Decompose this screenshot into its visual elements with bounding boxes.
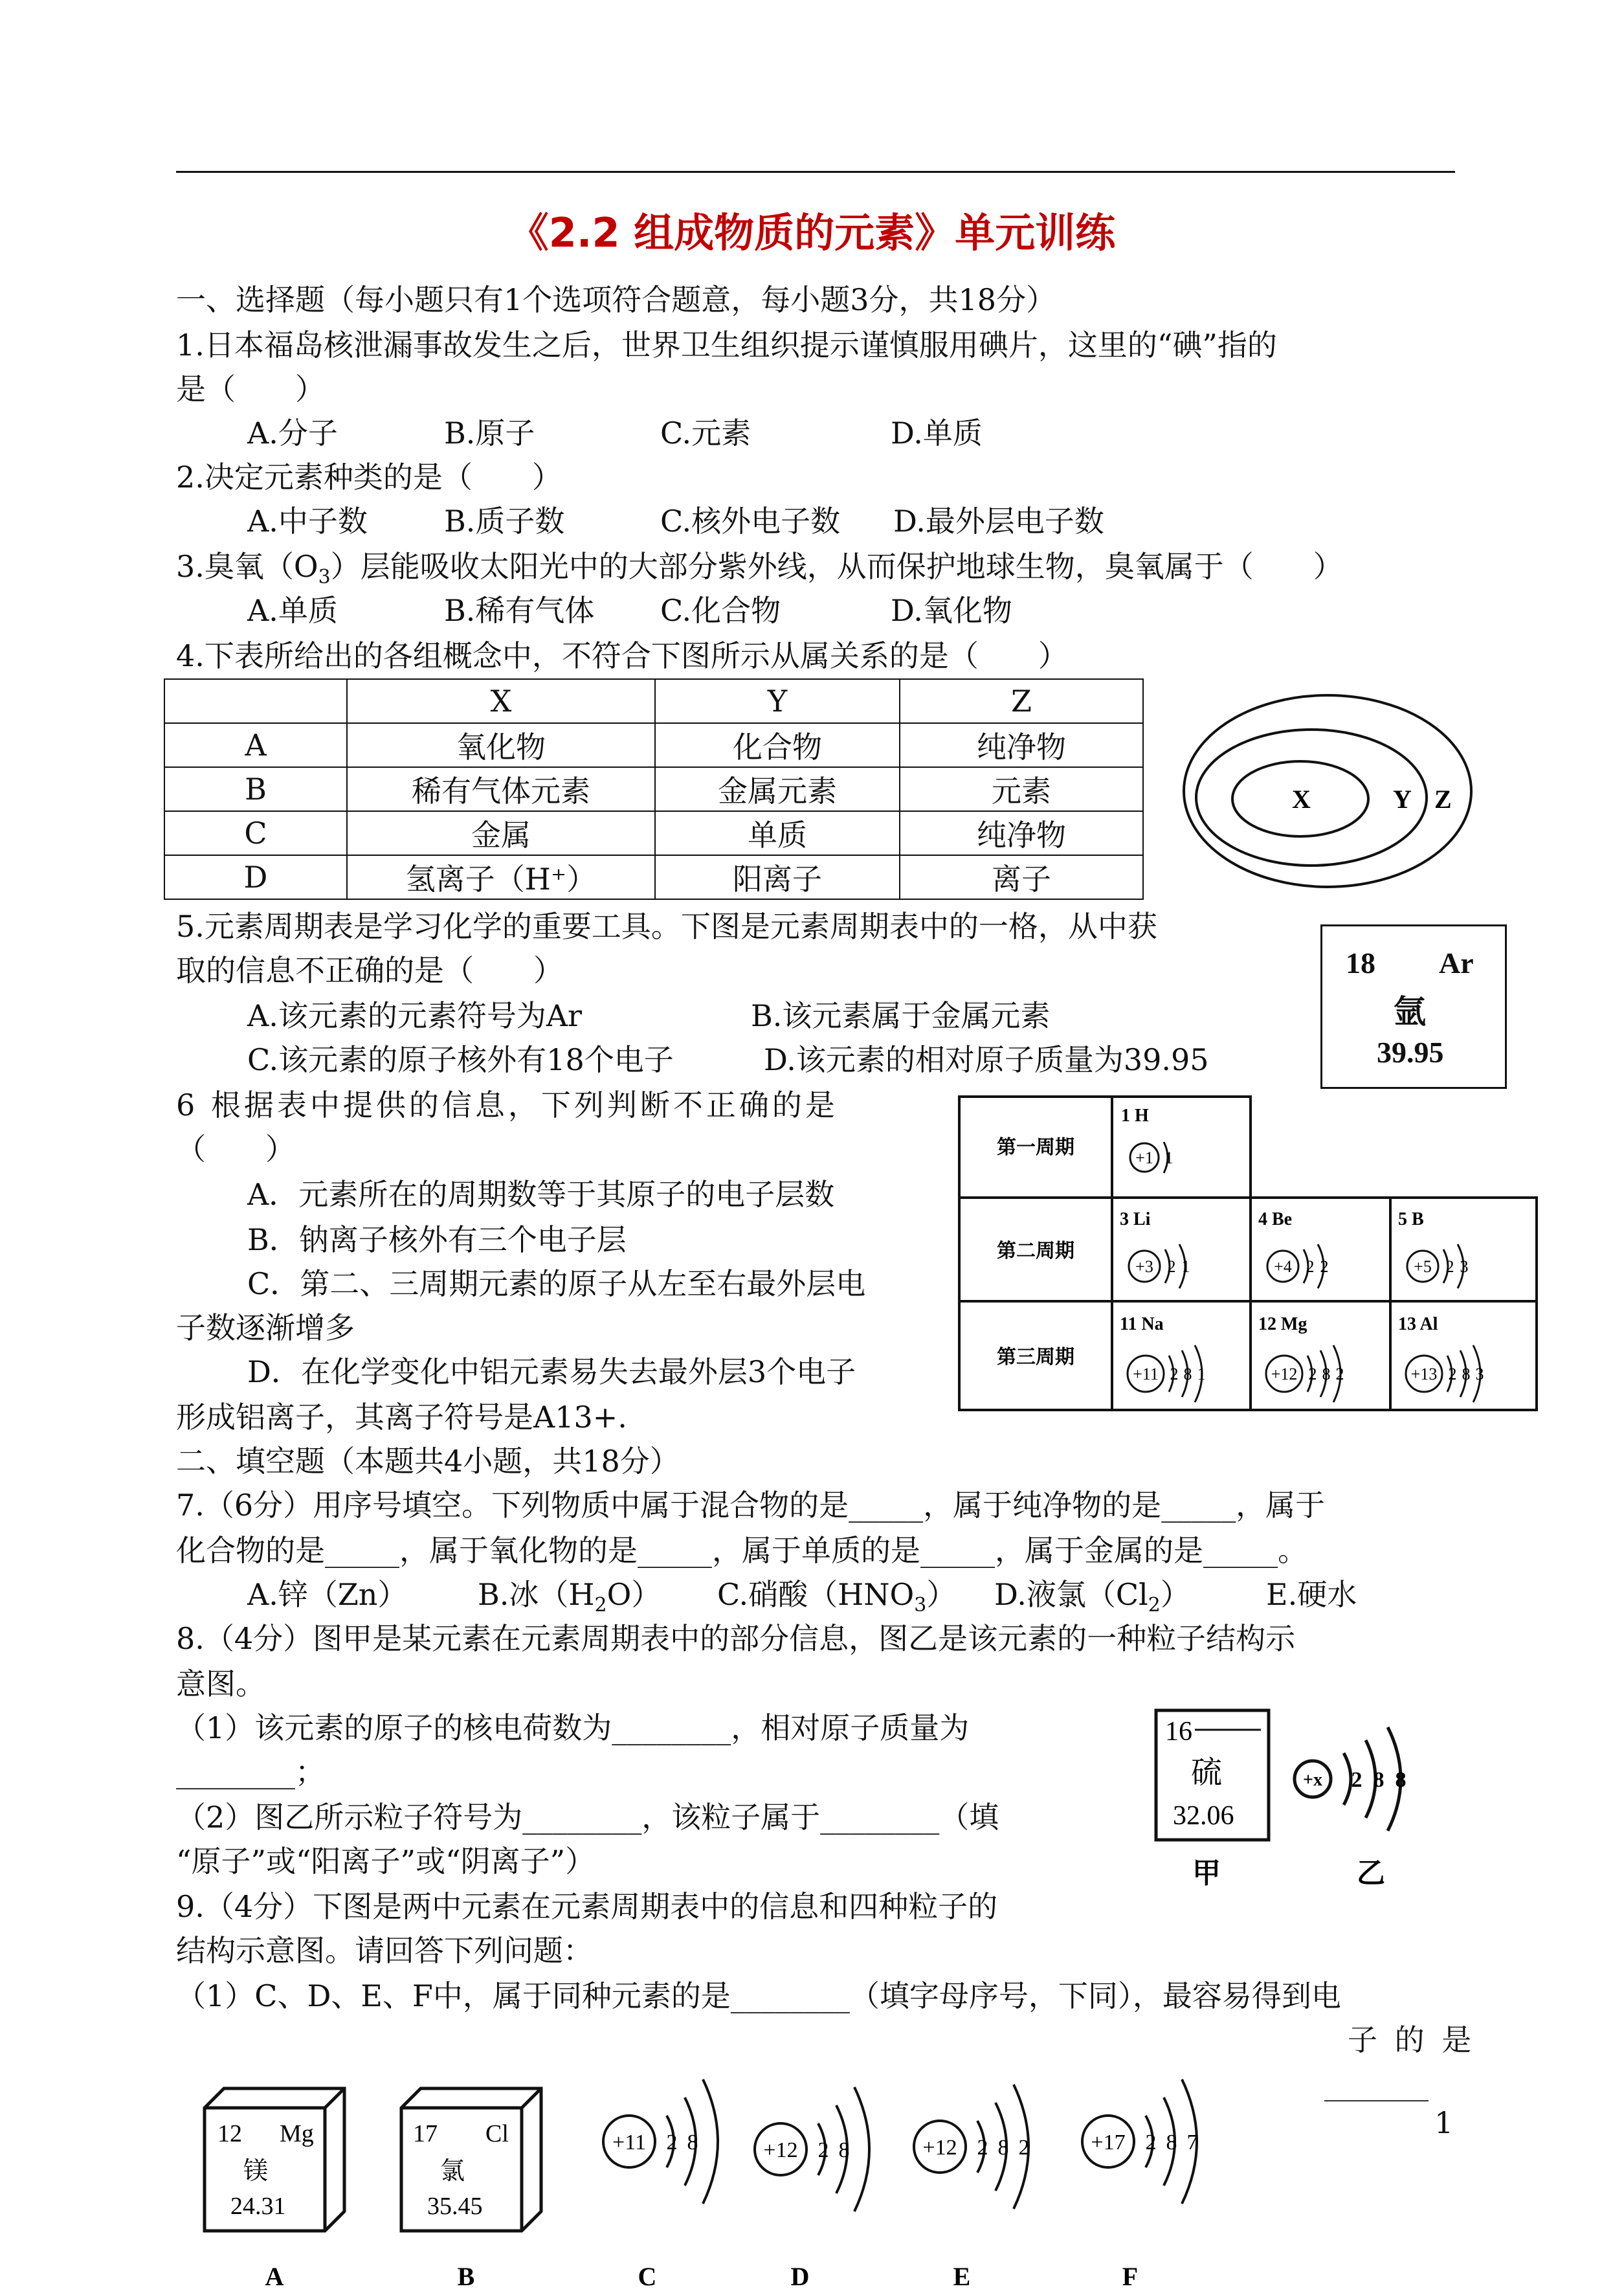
q5-stem: 5.元素周期表是学习化学的重要工具。下图是元素周期表中的一格，从中获 [176, 909, 1157, 944]
q3-option-d: D.氧化物 [891, 593, 1012, 628]
q7-line2: 化合物的是_____，属于氧化物的是_____，属于单质的是_____，属于金属的是_____。 [176, 1533, 1307, 1568]
ion-shell-label: 8 [1373, 1768, 1385, 1792]
q6-option-b: B．钠离子核外有三个电子层 [247, 1222, 627, 1257]
ion-core-label: +x [1303, 1770, 1322, 1790]
mg-name: 镁 [243, 2158, 269, 2185]
section-fill-heading: 二、填空题（本题共4小题，共18分） [176, 1444, 680, 1479]
caption-yi: 乙 [1357, 1857, 1385, 1889]
particle-shell-label: 2 [818, 2138, 829, 2162]
q1-option-a: A.分子 [247, 416, 338, 451]
table-header-cell [164, 679, 347, 723]
q8-line2: 意图。 [176, 1666, 265, 1701]
q6-option-c: C．第二、三周期元素的原子从左至右最外层电 [247, 1266, 866, 1301]
particle-shell-label: 8 [687, 2131, 698, 2154]
atom-core-label-h: +1 [1135, 1148, 1153, 1167]
sulfur-name: 硫 [1191, 1756, 1223, 1790]
q2-option-c: C.核外电子数 [660, 504, 841, 539]
table-cell: 氧化物 [347, 723, 655, 767]
table-cell: B [164, 767, 347, 811]
table-cell: 金属 [347, 811, 655, 855]
argon-number: 18 [1346, 946, 1375, 979]
mg-number: 12 [217, 2120, 242, 2147]
q9-line1: 9.（4分）下图是两中元素在元素周期表中的信息和四种粒子的 [176, 1889, 998, 1924]
figure-label-c: C [638, 2262, 657, 2291]
q7-option-d: D.液氯$(Cl_2)$ [994, 1577, 1190, 1617]
q9-sub1: （1）C、D、E、F中，属于同种元素的是________（填字母序号，下同），最容易得到电 [176, 1978, 1341, 2013]
mg-symbol: Mg [280, 2120, 314, 2147]
q3-option-b: B.稀有气体 [444, 593, 595, 628]
atom-shell-label: 8 [1183, 1365, 1192, 1383]
period-1-label: 第一周期 [997, 1137, 1074, 1158]
table-cell: 元素 [900, 767, 1143, 811]
nested-ellipse-diagram [1175, 688, 1480, 895]
atom-core-label-na: +11 [1133, 1365, 1159, 1383]
table-cell: 稀有气体元素 [347, 767, 655, 811]
ion-shell-label: 8 [1395, 1768, 1407, 1792]
sulfur-figure [1152, 1706, 1437, 1901]
ellipse-z [1184, 695, 1471, 887]
particle-e-core-label: +12 [922, 2136, 957, 2160]
q5-stem-cont: 取的信息不正确的是（ ） [176, 953, 563, 988]
page-title: 《2.2 组成物质的元素》单元训练 [508, 209, 1116, 256]
atom-label-al: 13 Al [1398, 1314, 1438, 1334]
periodic-structure-table [958, 1095, 1541, 1413]
atom-label-be: 4 Be [1258, 1209, 1293, 1229]
sulfur-number: 16 [1165, 1717, 1192, 1747]
table-cell: 金属元素 [655, 767, 900, 811]
q1-stem-cont: 是（ ） [176, 372, 325, 407]
q8-sub1: （1）该元素的原子的核电荷数为________，相对原子质量为 [176, 1710, 970, 1745]
table-cell: A [164, 723, 347, 767]
argon-element-cell [1320, 924, 1507, 1089]
mg-mass: 24.31 [230, 2193, 286, 2220]
particle-shell-label: 7 [1186, 2131, 1198, 2154]
q4-stem: 4.下表所给出的各组概念中，不符合下图所示从属关系的是（ ） [176, 638, 1068, 673]
q3-option-a: A.单质 [247, 593, 338, 628]
atom-core-label-be: +4 [1274, 1257, 1292, 1276]
q7-line1: 7.（6分）用序号填空。下列物质中属于混合物的是_____，属于纯净物的是_____，属于 [176, 1488, 1326, 1523]
particle-shell-label: 2 [666, 2131, 678, 2154]
ion-shell-label: 2 [1351, 1768, 1363, 1792]
caption-jia: 甲 [1192, 1857, 1221, 1889]
table-cell: 化合物 [655, 723, 900, 767]
atom-shell-label: 1 [1164, 1148, 1174, 1167]
cl-name: 氯 [440, 2158, 465, 2185]
table-row [164, 767, 1143, 811]
argon-mass: 39.95 [1377, 1036, 1444, 1069]
table-cell: 单质 [655, 811, 900, 855]
q6-option-a: A．元素所在的周期数等于其原子的电子层数 [247, 1177, 835, 1212]
q6-option-c-cont: 子数逐渐增多 [176, 1310, 355, 1345]
atom-shell-label: 3 [1475, 1365, 1484, 1383]
atom-label-li: 3 Li [1120, 1209, 1151, 1229]
atom-shell-label: 2 [1306, 1257, 1315, 1276]
table-header-cell: X [347, 679, 655, 723]
q5-option-d: D.该元素的相对原子质量为39.95 [764, 1042, 1209, 1077]
cl-mass: 35.45 [427, 2193, 483, 2220]
label-z: Z [1434, 785, 1452, 814]
particle-shell-label: 2 [1018, 2136, 1030, 2160]
atom-label-b: 5 B [1398, 1209, 1424, 1229]
figure-label-f: F [1122, 2262, 1139, 2291]
q6-stem: 6 根据表中提供的信息，下列判断不正确的是 [176, 1088, 838, 1123]
atom-label-na: 11 Na [1120, 1314, 1164, 1334]
table-row [164, 855, 1143, 899]
table-cell: D [164, 855, 347, 899]
label-y: Y [1393, 785, 1412, 814]
atom-shell-label: 8 [1462, 1365, 1471, 1383]
cl-number: 17 [413, 2120, 438, 2147]
q3-option-c: C.化合物 [660, 593, 781, 628]
particle-shell-label: 8 [1166, 2131, 1177, 2154]
q9-sub1-cont: 子 的 是 [1348, 2022, 1476, 2057]
table-row [164, 723, 1143, 767]
q6-option-d-cont: 形成铝离子，其离子符号是A13+. [176, 1400, 627, 1435]
q2-stem: 2.决定元素种类的是（ ） [176, 460, 562, 495]
atom-label-mg: 12 Mg [1258, 1314, 1307, 1334]
q5-option-a: A.该元素的元素符号为Ar [247, 998, 583, 1033]
q8-line1: 8.（4分）图甲是某元素在元素周期表中的部分信息，图乙是该元素的一种粒子结构示 [176, 1621, 1296, 1656]
argon-name: 氩 [1394, 994, 1426, 1030]
atom-shell-label: 1 [1197, 1365, 1206, 1383]
figure-label-e: E [953, 2262, 971, 2291]
atom-core-label-al: +13 [1410, 1365, 1438, 1383]
q2-option-a: A.中子数 [247, 504, 368, 539]
q1-option-c: C.元素 [660, 416, 751, 451]
atom-core-label-mg: +12 [1271, 1365, 1298, 1383]
q7-option-b: B.冰$(H_2O)$ [478, 1577, 662, 1617]
table-cell: 纯净物 [900, 723, 1143, 767]
table-cell: 阳离子 [655, 855, 900, 899]
figure-label-b: B [457, 2262, 475, 2291]
table-row [164, 811, 1143, 855]
q9-figure-strip [194, 2059, 1230, 2293]
table-header-cell: Y [655, 679, 900, 723]
ellipse-y [1196, 730, 1427, 866]
figure-label-d: D [790, 2262, 810, 2291]
particle-c-core-label: +11 [612, 2131, 646, 2154]
q7-option-c: C.硝酸$(HNO_3)$ [717, 1577, 957, 1617]
atom-shell-label: 1 [1181, 1257, 1190, 1276]
q7-option-a: A.锌（Zn） [247, 1577, 408, 1612]
figure-label-a: A [265, 2262, 284, 2291]
atom-shell-label: 2 [1320, 1257, 1329, 1276]
top-rule [176, 171, 1455, 173]
q4-concept-table [164, 678, 1144, 900]
q2-option-b: B.质子数 [444, 504, 565, 539]
table-header-row [164, 679, 1143, 723]
table-cell: 氢离子（H⁺） [347, 855, 655, 899]
q1-option-b: B.原子 [444, 416, 535, 451]
q9-line2: 结构示意图。请回答下列问题： [176, 1933, 593, 1968]
particle-shell-label: 2 [1145, 2131, 1157, 2154]
particle-shell-label: 2 [977, 2136, 988, 2160]
period-3-label: 第三周期 [997, 1347, 1074, 1368]
atom-shell-label: 3 [1460, 1257, 1469, 1276]
atom-shell-label: 2 [1335, 1365, 1344, 1383]
particle-d-core-label: +12 [763, 2138, 798, 2162]
q5-option-b: B.该元素属于金属元素 [751, 998, 1051, 1033]
q1-option-d: D.单质 [891, 416, 983, 451]
q8-sub2-cont: “原子”或“阳离子”或“阴离子”） [176, 1844, 595, 1879]
page-number: 1 [1434, 2105, 1454, 2140]
q8-sub1-cont: ________； [176, 1754, 325, 1789]
period-2-label: 第二周期 [997, 1240, 1074, 1262]
table-cell: C [164, 811, 347, 855]
q8-sub2: （2）图乙所示粒子符号为________，该粒子属于________（填 [176, 1800, 999, 1835]
section-choice-heading: 一、选择题（每小题只有1个选项符合题意，每小题3分，共18分） [176, 282, 1056, 317]
argon-symbol: Ar [1439, 946, 1474, 979]
table-cell: 离子 [900, 855, 1143, 899]
particle-shell-label: 8 [838, 2138, 850, 2162]
q9-answer-blank: _______ [1324, 2066, 1429, 2101]
q6-option-d: D．在化学变化中铝元素易失去最外层3个电子 [247, 1354, 856, 1389]
atom-shell-label: 8 [1322, 1365, 1331, 1383]
atom-label-h: 1 H [1121, 1106, 1149, 1126]
sulfur-mass: 32.06 [1173, 1801, 1234, 1831]
q3-stem: 3.臭氧$(O_3)$层能吸收太阳光中的大部分紫外线，从而保护地球生物，臭氧属于（ ） [176, 549, 1343, 589]
particle-shell-label: 8 [997, 2136, 1009, 2160]
label-x: X [1292, 785, 1311, 814]
atom-shell-label: 2 [1308, 1365, 1317, 1383]
q2-option-d: D.最外层电子数 [893, 504, 1104, 539]
atom-core-label-b: +5 [1414, 1257, 1432, 1276]
q7-option-e: E.硬水 [1266, 1577, 1357, 1612]
atom-shell-label: 2 [1170, 1365, 1179, 1383]
table-header-cell: Z [900, 679, 1143, 723]
q5-option-c: C.该元素的原子核外有18个电子 [247, 1042, 674, 1077]
q1-stem: 1.日本福岛核泄漏事故发生之后，世界卫生组织提示谨慎服用碘片，这里的“碘”指的 [176, 328, 1277, 363]
atom-shell-label: 2 [1167, 1257, 1176, 1276]
atom-shell-label: 2 [1448, 1365, 1457, 1383]
particle-f-core-label: +17 [1091, 2131, 1126, 2154]
atom-core-label-li: +3 [1135, 1257, 1153, 1276]
cl-symbol: Cl [485, 2120, 509, 2147]
q6-stem-cont: （ ） [176, 1132, 295, 1167]
atom-shell-label: 2 [1445, 1257, 1454, 1276]
table-cell: 纯净物 [900, 811, 1143, 855]
